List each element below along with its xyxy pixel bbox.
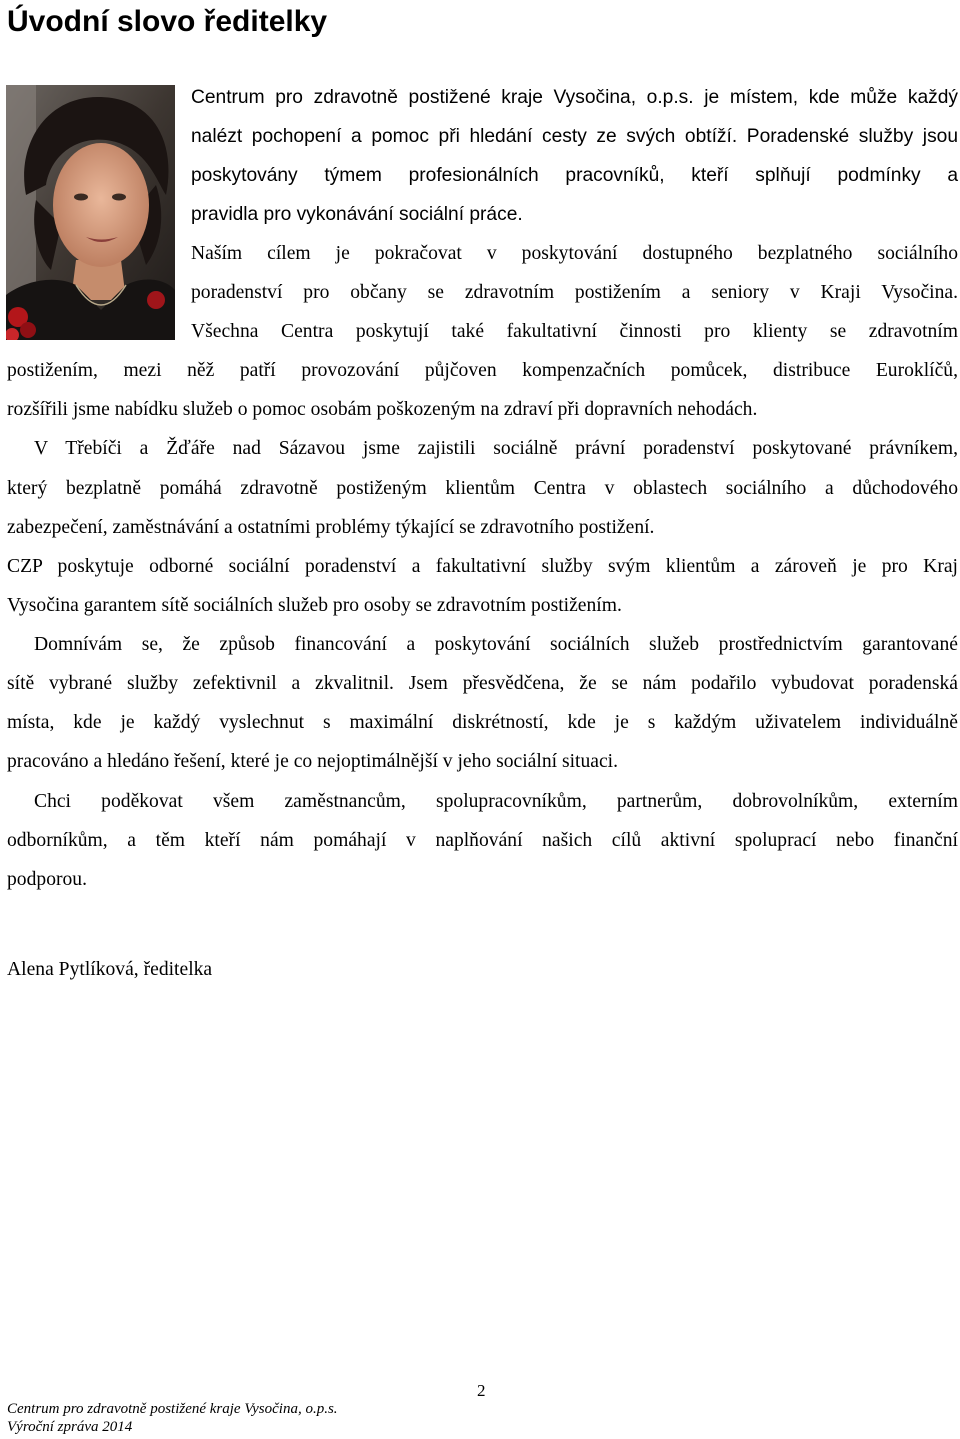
signature: Alena Pytlíková, ředitelka xyxy=(7,959,213,980)
text-line: Všechna Centra poskytují také fakultativní činnosti pro klienty se zdravotním xyxy=(191,321,958,342)
text-line: postižením, mezi něž patří provozování půjčoven kompenzačních pomůcek, distribuce Euroklíčů, xyxy=(7,360,958,381)
text-line: podporou. xyxy=(7,869,88,890)
text-line: sítě vybrané služby zefektivnil a zkvalitnil. Jsem přesvědčena, že se nám podařilo vybudovat poradenská xyxy=(7,673,958,694)
text-line: CZP poskytuje odborné sociální poradenství a fakultativní služby svým klientům a zároveň je pro Kraj xyxy=(7,556,958,577)
text-line: místa, kde je každý vyslechnut s maximální diskrétností, kde je s každým uživatelem individuálně xyxy=(7,712,958,733)
text-line: poskytovány týmem profesionálních pracovníků, kteří splňují podmínky a xyxy=(191,165,958,186)
page-title: Úvodní slovo ředitelky xyxy=(7,5,328,38)
page-number: 2 xyxy=(477,1381,486,1400)
text-line: Vysočina garantem sítě sociálních služeb pro osoby se zdravotním postižením. xyxy=(7,595,622,616)
text-line: pravidla pro vykonávání sociální práce. xyxy=(191,204,523,225)
text-line: zabezpečení, zaměstnávání a ostatními problémy týkající se zdravotního postižení. xyxy=(7,517,655,538)
text-line: nalézt pochopení a pomoc při hledání cesty ze svých obtíží. Poradenské služby jsou xyxy=(191,126,958,147)
text-line: rozšířili jsme nabídku služeb o pomoc osobám poškozeným na zdraví při dopravních nehodách. xyxy=(7,399,758,420)
footer-org: Centrum pro zdravotně postižené kraje Vysočina, o.p.s. xyxy=(7,1401,338,1417)
text-line: pracováno a hledáno řešení, které je co nejoptimálnější v jeho sociální situaci. xyxy=(7,751,619,772)
text-line: Domnívám se, že způsob financování a poskytování sociálních služeb prostřednictvím garantované xyxy=(34,634,958,655)
director-photo xyxy=(6,85,175,340)
portrait-image xyxy=(6,85,175,340)
text-line: V Třebíči a Žďáře nad Sázavou jsme zajistili sociálně právní poradenství poskytované právníkem, xyxy=(34,438,958,459)
text-line: poradenství pro občany se zdravotním postižením a seniory v Kraji Vysočina. xyxy=(191,282,958,303)
text-line: který bezplatně pomáhá zdravotně postiženým klientům Centra v oblastech sociálního a důchodového xyxy=(7,478,958,499)
text-line: odborníkům, a těm kteří nám pomáhají v naplňování našich cílů aktivní spoluprací nebo finanční xyxy=(7,830,958,851)
text-line: Chci poděkovat všem zaměstnancům, spolupracovníkům, partnerům, dobrovolníkům, externím xyxy=(34,791,958,812)
footer-report: Výroční zpráva 2014 xyxy=(7,1419,133,1435)
text-line: Naším cílem je pokračovat v poskytování dostupného bezplatného sociálního xyxy=(191,243,958,264)
text-line: Centrum pro zdravotně postižené kraje Vysočina, o.p.s. je místem, kde může každý xyxy=(191,87,958,108)
